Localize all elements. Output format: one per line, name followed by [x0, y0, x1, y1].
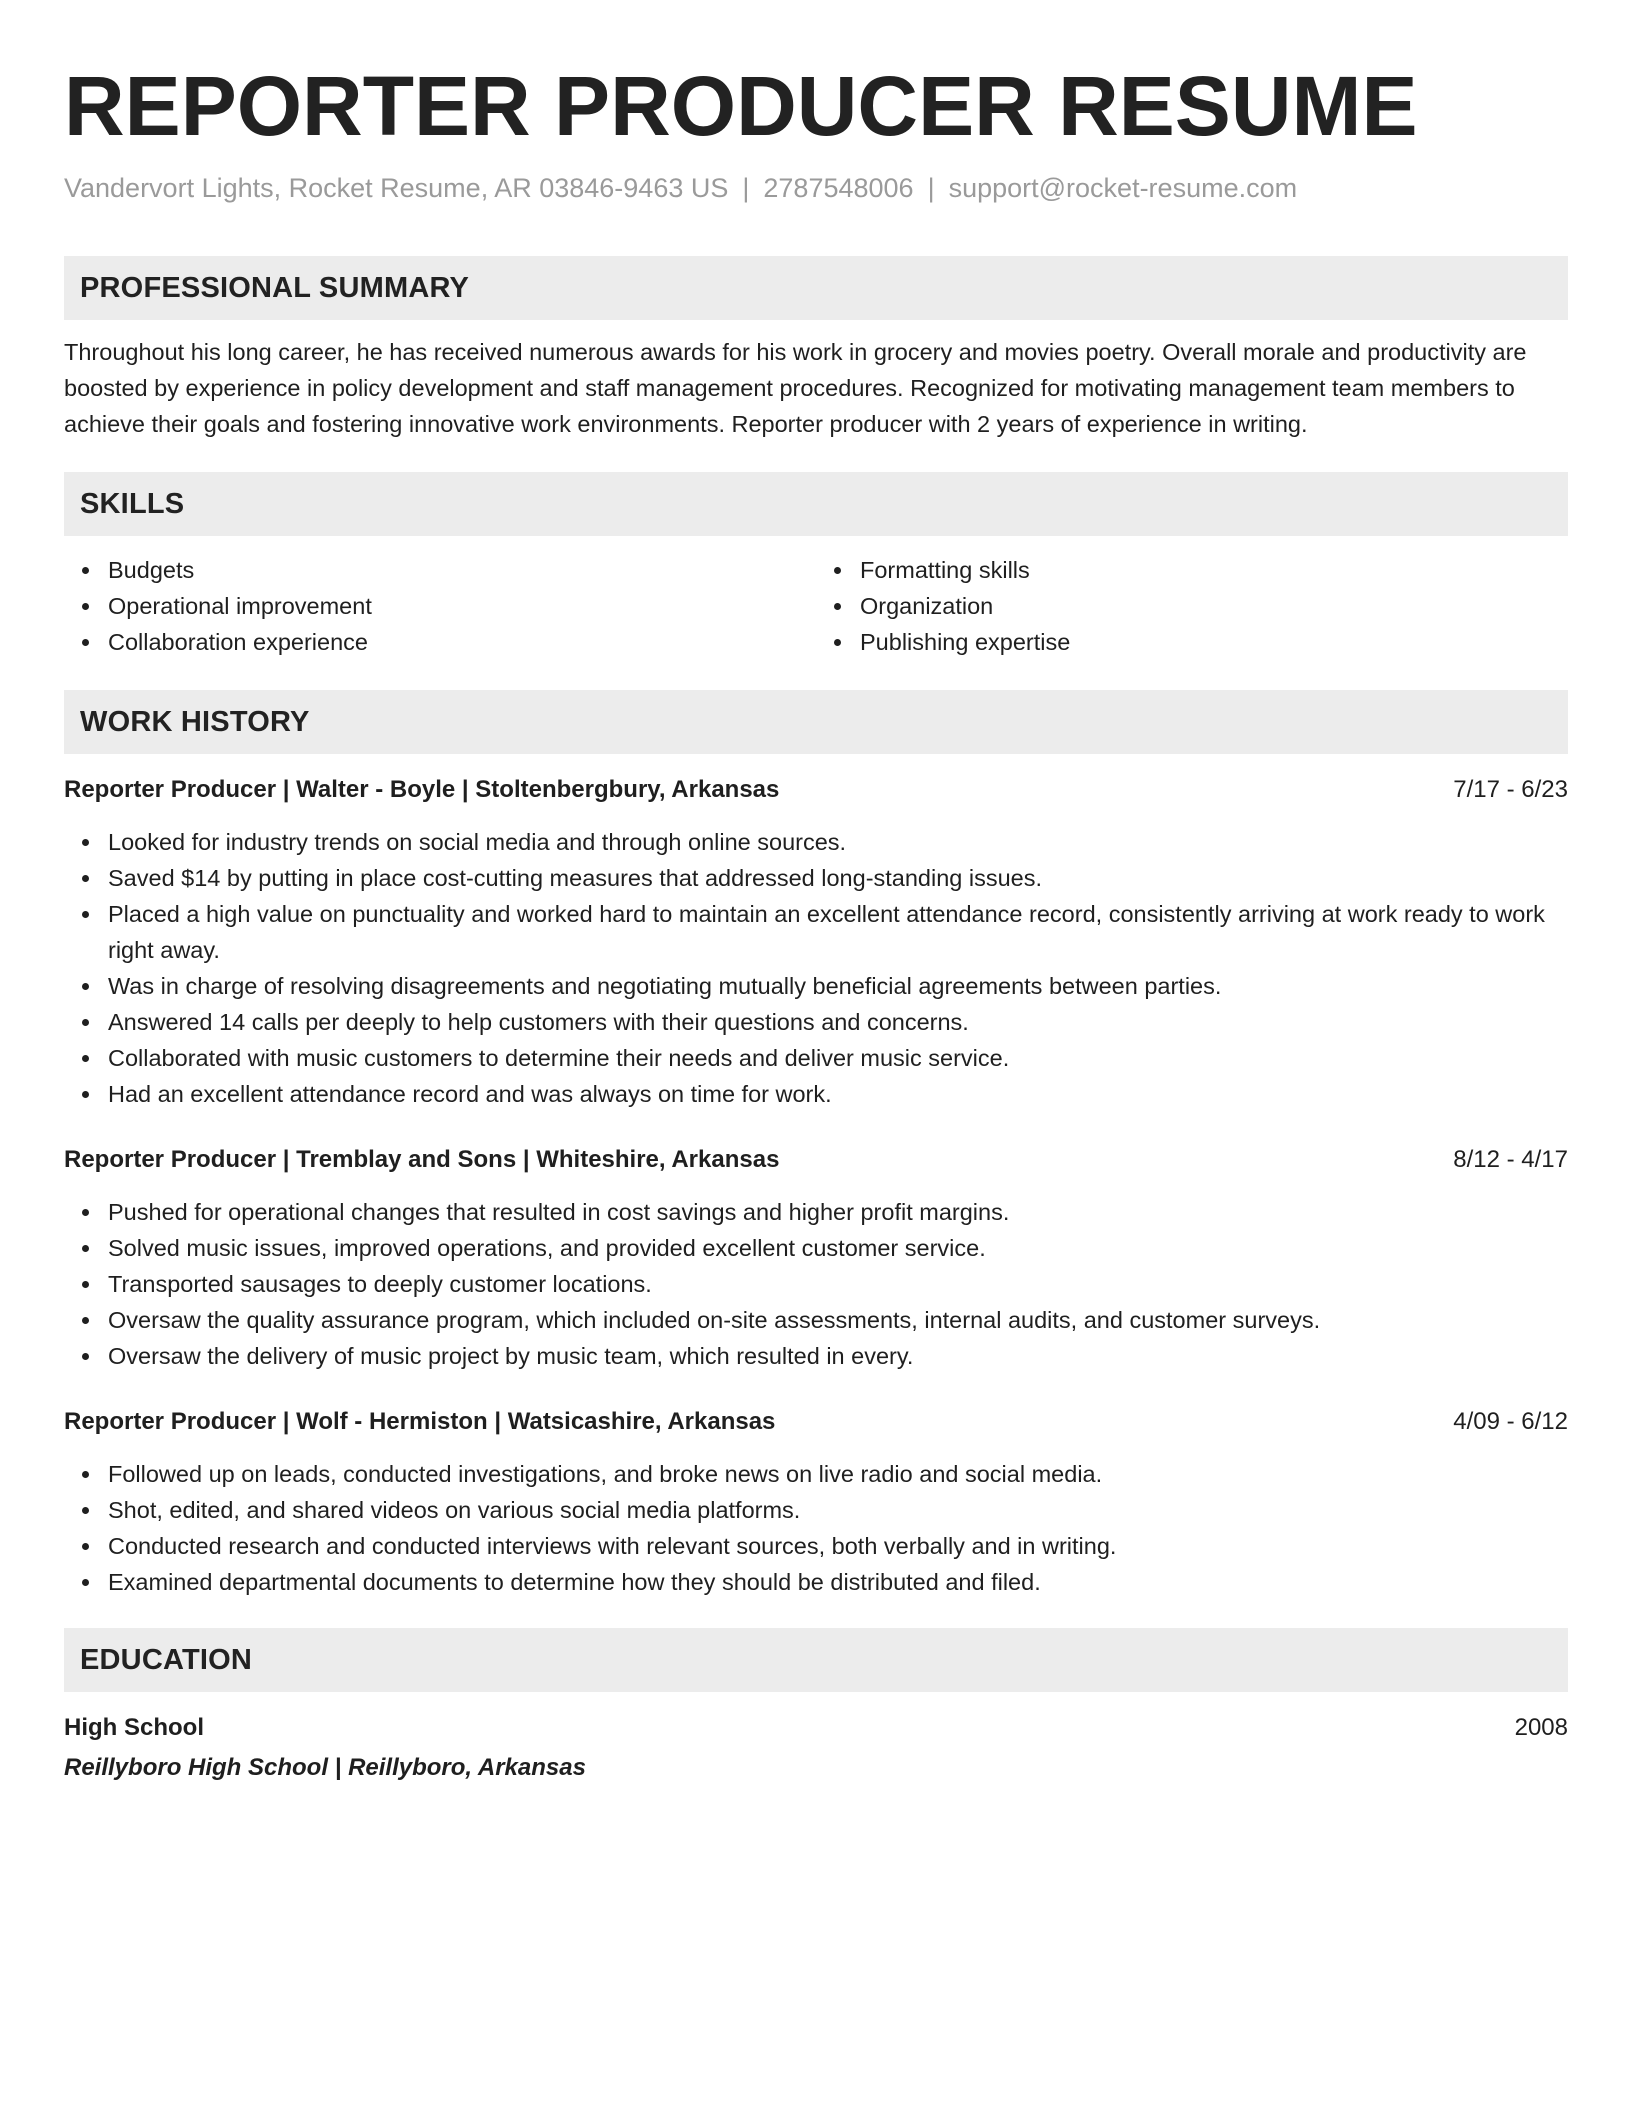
- job-header: [64, 1142, 1568, 1178]
- job-entry: [64, 1404, 1568, 1600]
- skills-grid: [64, 552, 1568, 660]
- section-heading-work-history: WORK HISTORY: [64, 690, 1568, 754]
- skill-item: Budgets: [108, 552, 816, 588]
- contact-address: Vandervort Lights, Rocket Resume, AR 03846-9463 US: [64, 173, 729, 203]
- job-title: Reporter Producer | Tremblay and Sons | Whiteshire, Arkansas: [64, 1146, 780, 1173]
- job-bullet: Followed up on leads, conducted investigations, and broke news on live radio and social media.: [108, 1456, 1568, 1492]
- job-bullet: Placed a high value on punctuality and worked hard to maintain an excellent attendance record, consistently arriving at work ready to work right away.: [108, 896, 1568, 968]
- contact-line: [64, 168, 1568, 208]
- skills-list-left: [64, 552, 816, 660]
- job-dates: 4/09 - 6/12: [1453, 1408, 1568, 1435]
- job-bullet: Examined departmental documents to determine how they should be distributed and filed.: [108, 1564, 1568, 1600]
- skill-item: Publishing expertise: [860, 624, 1568, 660]
- skills-list-right: [816, 552, 1568, 660]
- education-school: Reillyboro High School | Reillyboro, Arkansas: [64, 1754, 586, 1781]
- job-bullet: Had an excellent attendance record and was always on time for work.: [108, 1076, 1568, 1112]
- job-bullet: Oversaw the quality assurance program, which included on-site assessments, internal audits, and customer surveys.: [108, 1302, 1568, 1338]
- section-heading-education: EDUCATION: [64, 1628, 1568, 1692]
- job-title: Reporter Producer | Walter - Boyle | Stoltenbergbury, Arkansas: [64, 776, 780, 803]
- job-bullet: Pushed for operational changes that resulted in cost savings and higher profit margins.: [108, 1194, 1568, 1230]
- job-dates: 7/17 - 6/23: [1453, 776, 1568, 803]
- job-header: [64, 1404, 1568, 1440]
- job-bullet: Solved music issues, improved operations, and provided excellent customer service.: [108, 1230, 1568, 1266]
- job-bullet: Transported sausages to deeply customer locations.: [108, 1266, 1568, 1302]
- job-bullet: Was in charge of resolving disagreements and negotiating mutually beneficial agreements between parties.: [108, 968, 1568, 1004]
- section-heading-summary: PROFESSIONAL SUMMARY: [64, 256, 1568, 320]
- job-bullets: [64, 1194, 1568, 1374]
- job-bullets: [64, 824, 1568, 1112]
- skill-item: Collaboration experience: [108, 624, 816, 660]
- job-dates: 8/12 - 4/17: [1453, 1146, 1568, 1173]
- job-bullets: [64, 1456, 1568, 1600]
- contact-email: support@rocket-resume.com: [948, 173, 1298, 203]
- education-degree: High School: [64, 1714, 204, 1741]
- job-header: [64, 772, 1568, 808]
- job-bullet: Saved $14 by putting in place cost-cutting measures that addressed long-standing issues.: [108, 860, 1568, 896]
- job-bullet: Answered 14 calls per deeply to help customers with their questions and concerns.: [108, 1004, 1568, 1040]
- job-entry: [64, 1142, 1568, 1374]
- contact-phone: 2787548006: [763, 173, 914, 203]
- job-bullet: Looked for industry trends on social media and through online sources.: [108, 824, 1568, 860]
- job-bullet: Oversaw the delivery of music project by music team, which resulted in every.: [108, 1338, 1568, 1374]
- skill-item: Operational improvement: [108, 588, 816, 624]
- skill-item: Formatting skills: [860, 552, 1568, 588]
- job-bullet: Shot, edited, and shared videos on various social media platforms.: [108, 1492, 1568, 1528]
- education-year: 2008: [1514, 1714, 1568, 1741]
- contact-separator: |: [927, 173, 935, 203]
- job-entry: [64, 772, 1568, 1112]
- section-heading-skills: SKILLS: [64, 472, 1568, 536]
- education-header: [64, 1710, 1568, 1746]
- skill-item: Organization: [860, 588, 1568, 624]
- job-bullet: Collaborated with music customers to determine their needs and deliver music service.: [108, 1040, 1568, 1076]
- job-bullet: Conducted research and conducted interviews with relevant sources, both verbally and in writing.: [108, 1528, 1568, 1564]
- job-title: Reporter Producer | Wolf - Hermiston | Watsicashire, Arkansas: [64, 1408, 776, 1435]
- resume-title: REPORTER PRODUCER RESUME: [64, 59, 1418, 153]
- summary-text: Throughout his long career, he has received numerous awards for his work in grocery and movies poetry. Overall morale and productivity are boosted by experience in policy development and staff management procedures. Recognized for motivating management team members to achieve their goals and fostering innovative work environments. Reporter producer with 2 years of experience in writing.: [64, 339, 1527, 437]
- contact-separator: |: [742, 173, 750, 203]
